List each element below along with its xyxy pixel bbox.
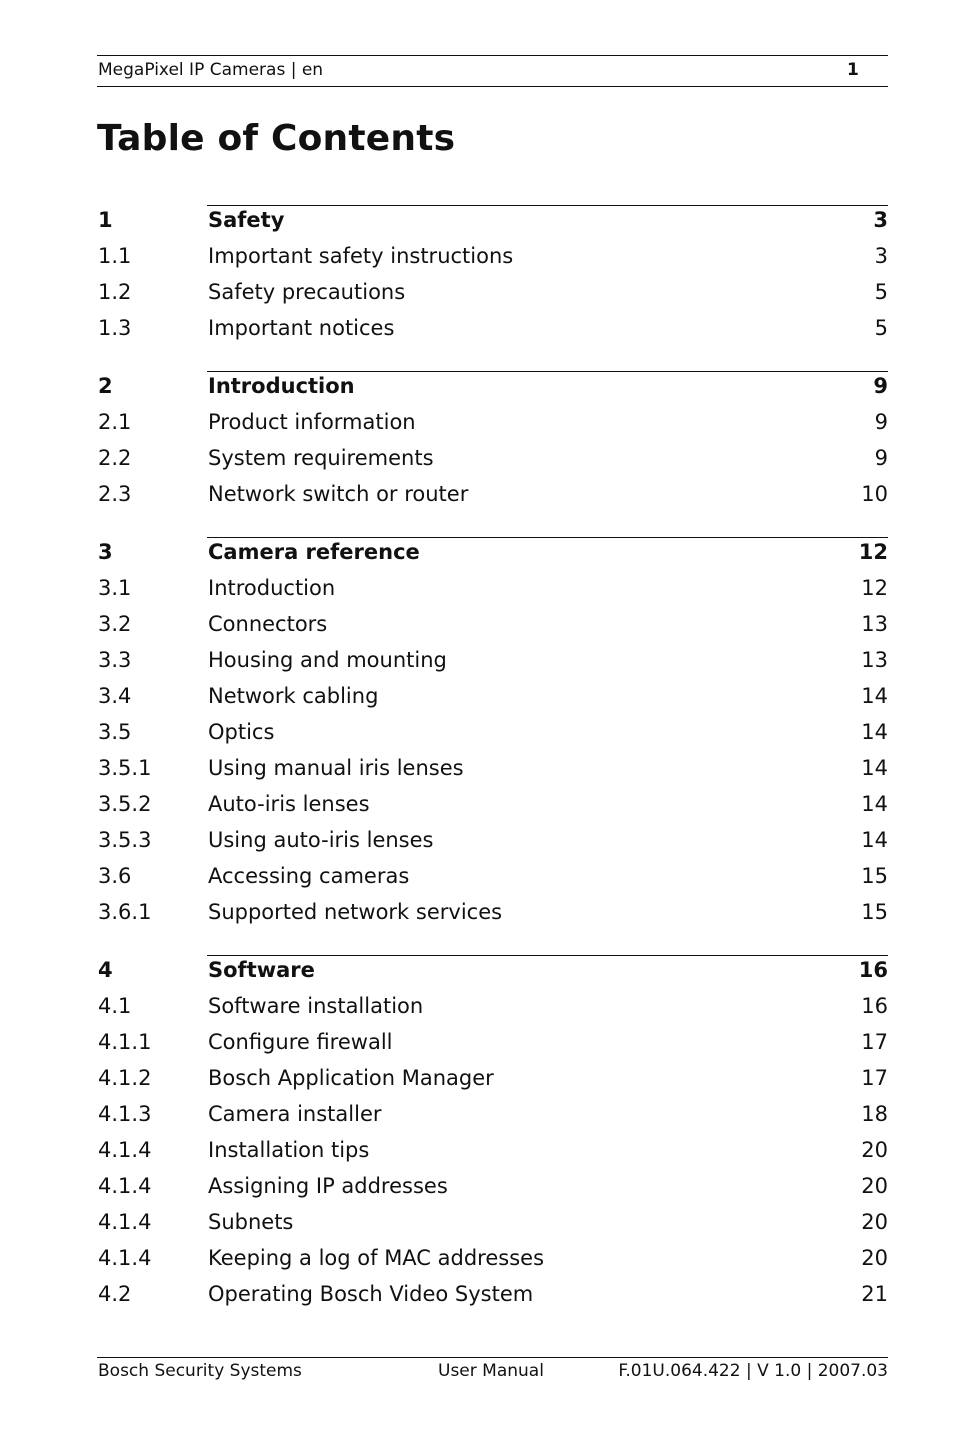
toc-entry-page: 12 xyxy=(858,540,888,564)
toc-entry-title: Software installation xyxy=(208,994,424,1018)
toc-entry-row[interactable] xyxy=(97,825,888,861)
toc-entry-page: 20 xyxy=(861,1246,888,1270)
toc-entry-row[interactable] xyxy=(97,861,888,897)
toc-entry-number: 4 xyxy=(98,958,113,982)
toc-section xyxy=(97,537,888,933)
toc-entry-number: 2.3 xyxy=(98,482,132,506)
toc-section xyxy=(97,205,888,349)
toc-chapter-row[interactable] xyxy=(97,955,888,991)
toc-entry-page: 13 xyxy=(861,612,888,636)
toc-entry-row[interactable] xyxy=(97,1027,888,1063)
toc-chapter-row[interactable] xyxy=(97,537,888,573)
toc-entry-title: Bosch Application Manager xyxy=(208,1066,494,1090)
toc-entry-number: 4.1.4 xyxy=(98,1210,152,1234)
toc-entry-row[interactable] xyxy=(97,241,888,277)
toc-entry-title: Optics xyxy=(208,720,275,744)
toc-entry-title: Introduction xyxy=(208,576,336,600)
toc-entry-number: 3.2 xyxy=(98,612,132,636)
toc-entry-number: 3.6 xyxy=(98,864,132,888)
toc-entry-title: Important notices xyxy=(208,316,395,340)
toc-entry-title: System requirements xyxy=(208,446,434,470)
toc-entry-row[interactable] xyxy=(97,443,888,479)
toc-entry-page: 13 xyxy=(861,648,888,672)
toc-entry-number: 3.3 xyxy=(98,648,132,672)
toc-entry-number: 3.6.1 xyxy=(98,900,152,924)
toc-entry-page: 14 xyxy=(861,684,888,708)
toc-entry-number: 4.1.1 xyxy=(98,1030,152,1054)
toc-entry-title: Assigning IP addresses xyxy=(208,1174,448,1198)
header-title: MegaPixel IP Cameras | en xyxy=(98,60,324,80)
toc-entry-page: 3 xyxy=(874,244,888,268)
toc-entry-title: Installation tips xyxy=(208,1138,370,1162)
toc-entry-title: Keeping a log of MAC addresses xyxy=(208,1246,545,1270)
toc-entry-row[interactable] xyxy=(97,1207,888,1243)
toc-entry-row[interactable] xyxy=(97,313,888,349)
toc-entry-row[interactable] xyxy=(97,573,888,609)
toc-entry-page: 9 xyxy=(874,410,888,434)
toc-entry-page: 15 xyxy=(861,864,888,888)
toc-entry-title: Auto-iris lenses xyxy=(208,792,370,816)
toc-entry-page: 14 xyxy=(861,756,888,780)
toc-entry-number: 1.2 xyxy=(98,280,132,304)
toc-entry-number: 4.2 xyxy=(98,1282,132,1306)
toc-entry-page: 17 xyxy=(861,1030,888,1054)
toc-entry-number: 3.4 xyxy=(98,684,132,708)
toc-entry-page: 12 xyxy=(861,576,888,600)
toc-entry-number: 1 xyxy=(98,208,113,232)
toc-entry-page: 5 xyxy=(874,280,888,304)
toc-entry-row[interactable] xyxy=(97,609,888,645)
toc-entry-row[interactable] xyxy=(97,1243,888,1279)
table-of-contents xyxy=(97,205,888,1337)
toc-entry-page: 9 xyxy=(873,374,888,398)
toc-entry-row[interactable] xyxy=(97,277,888,313)
toc-entry-title: Supported network services xyxy=(208,900,503,924)
toc-entry-page: 16 xyxy=(858,958,888,982)
toc-entry-page: 20 xyxy=(861,1138,888,1162)
toc-entry-title: Configure firewall xyxy=(208,1030,393,1054)
toc-entry-number: 3.5.1 xyxy=(98,756,152,780)
toc-entry-number: 3.1 xyxy=(98,576,132,600)
toc-entry-page: 14 xyxy=(861,828,888,852)
footer-document-type: User Manual xyxy=(438,1361,544,1381)
toc-entry-row[interactable] xyxy=(97,717,888,753)
toc-entry-number: 2 xyxy=(98,374,113,398)
toc-entry-number: 1.1 xyxy=(98,244,132,268)
toc-entry-title: Product information xyxy=(208,410,416,434)
toc-entry-row[interactable] xyxy=(97,897,888,933)
toc-entry-title: Camera installer xyxy=(208,1102,382,1126)
toc-entry-row[interactable] xyxy=(97,1171,888,1207)
toc-entry-page: 14 xyxy=(861,792,888,816)
toc-entry-number: 4.1.4 xyxy=(98,1174,152,1198)
toc-entry-page: 9 xyxy=(874,446,888,470)
toc-chapter-row[interactable] xyxy=(97,371,888,407)
toc-entry-title: Accessing cameras xyxy=(208,864,410,888)
toc-entry-page: 18 xyxy=(861,1102,888,1126)
toc-entry-title: Housing and mounting xyxy=(208,648,447,672)
toc-entry-row[interactable] xyxy=(97,1063,888,1099)
toc-entry-page: 21 xyxy=(861,1282,888,1306)
toc-entry-row[interactable] xyxy=(97,645,888,681)
toc-entry-row[interactable] xyxy=(97,789,888,825)
toc-entry-number: 4.1.4 xyxy=(98,1246,152,1270)
toc-entry-title: Subnets xyxy=(208,1210,294,1234)
toc-chapter-row[interactable] xyxy=(97,205,888,241)
toc-entry-title: Using auto-iris lenses xyxy=(208,828,434,852)
toc-entry-number: 1.3 xyxy=(98,316,132,340)
toc-entry-row[interactable] xyxy=(97,1135,888,1171)
toc-entry-title: Connectors xyxy=(208,612,328,636)
toc-entry-page: 10 xyxy=(861,482,888,506)
toc-entry-title: Using manual iris lenses xyxy=(208,756,464,780)
toc-entry-title: Network switch or router xyxy=(208,482,469,506)
toc-entry-page: 15 xyxy=(861,900,888,924)
page-title: Table of Contents xyxy=(97,118,456,159)
page-footer xyxy=(97,1357,888,1388)
toc-entry-number: 3.5.2 xyxy=(98,792,152,816)
toc-entry-row[interactable] xyxy=(97,991,888,1027)
toc-entry-title: Safety precautions xyxy=(208,280,406,304)
toc-entry-row[interactable] xyxy=(97,681,888,717)
toc-entry-number: 4.1 xyxy=(98,994,132,1018)
toc-entry-title: Software xyxy=(208,958,315,982)
toc-entry-title: Camera reference xyxy=(208,540,420,564)
toc-entry-row[interactable] xyxy=(97,1279,888,1315)
toc-entry-number: 4.1.2 xyxy=(98,1066,152,1090)
toc-entry-number: 4.1.4 xyxy=(98,1138,152,1162)
toc-entry-number: 3.5.3 xyxy=(98,828,152,852)
toc-entry-page: 17 xyxy=(861,1066,888,1090)
toc-section xyxy=(97,371,888,515)
toc-entry-page: 3 xyxy=(873,208,888,232)
toc-entry-number: 4.1.3 xyxy=(98,1102,152,1126)
toc-entry-number: 3 xyxy=(98,540,113,564)
toc-entry-title: Safety xyxy=(208,208,285,232)
footer-company: Bosch Security Systems xyxy=(98,1361,302,1381)
toc-entry-page: 20 xyxy=(861,1174,888,1198)
toc-entry-title: Network cabling xyxy=(208,684,379,708)
toc-entry-number: 2.1 xyxy=(98,410,132,434)
toc-entry-row[interactable] xyxy=(97,407,888,443)
toc-entry-number: 2.2 xyxy=(98,446,132,470)
toc-entry-row[interactable] xyxy=(97,753,888,789)
toc-section xyxy=(97,955,888,1315)
toc-entry-title: Introduction xyxy=(208,374,355,398)
toc-entry-number: 3.5 xyxy=(98,720,132,744)
toc-entry-row[interactable] xyxy=(97,479,888,515)
footer-document-id: F.01U.064.422 | V 1.0 | 2007.03 xyxy=(618,1361,888,1381)
toc-entry-row[interactable] xyxy=(97,1099,888,1135)
toc-entry-page: 5 xyxy=(874,316,888,340)
page-header xyxy=(97,55,888,87)
toc-entry-page: 14 xyxy=(861,720,888,744)
header-page-number: 1 xyxy=(847,60,859,80)
toc-entry-title: Operating Bosch Video System xyxy=(208,1282,534,1306)
toc-entry-page: 20 xyxy=(861,1210,888,1234)
toc-entry-page: 16 xyxy=(861,994,888,1018)
toc-entry-title: Important safety instructions xyxy=(208,244,514,268)
